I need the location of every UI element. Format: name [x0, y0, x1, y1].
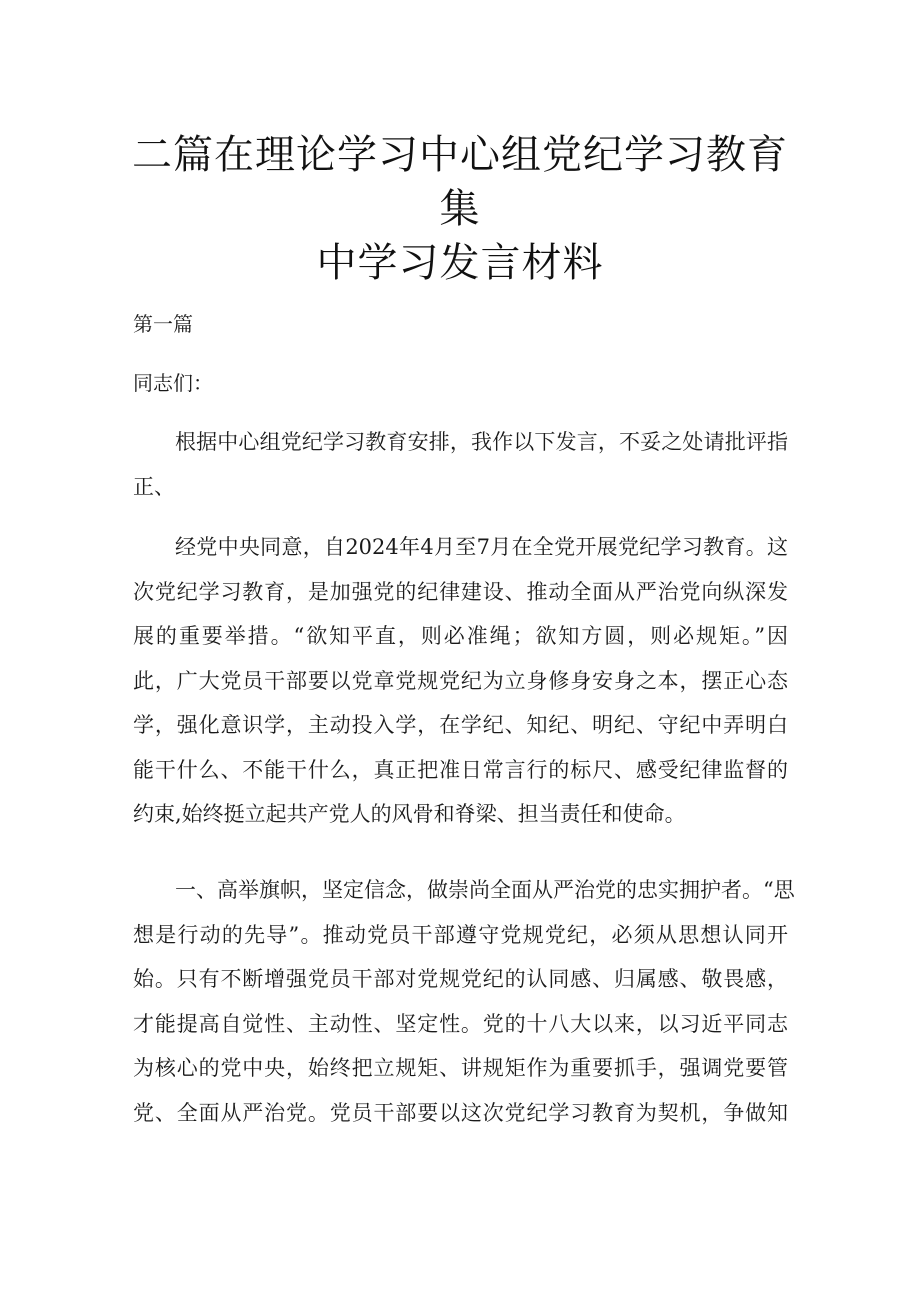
section-label: 第一篇	[133, 312, 193, 336]
paragraph-line: 始。只有不断增强党员干部对党规党纪的认同感、归属感、敬畏感，	[133, 967, 788, 991]
title-line-1: 二篇在理论学习中心组党纪学习教育集	[132, 132, 788, 232]
paragraph-intro	[133, 420, 788, 509]
paragraph-line: 约束,始终挺立起共产党人的风骨和脊梁、担当责任和使命。	[133, 802, 686, 826]
paragraph-background	[133, 525, 788, 837]
paragraph-line: 为核心的党中央，始终把立规矩、讲规矩作为重要抓手，强调党要管	[133, 1056, 788, 1080]
paragraph-line: 经党中央同意，自2024年4月至7月在全党开展党纪学习教育。这	[175, 535, 788, 559]
title-line-2: 中学习发言材料	[316, 240, 604, 286]
paragraph-line: 一、高举旗帜，坚定信念，做崇尚全面从严治党的忠实拥护者。“思	[175, 878, 795, 902]
paragraph-line: 正、	[133, 474, 175, 499]
paragraph-line: 想是行动的先导”。推动党员干部遵守党规党纪，必须从思想认同开	[133, 922, 788, 947]
paragraph-line: 此，广大党员干部要以党章党规党纪为立身修身安身之本，摆正心态	[133, 668, 788, 693]
paragraph-line: 根据中心组党纪学习教育安排，我作以下发言，不妥之处请批评指	[175, 430, 788, 454]
paragraph-line: 能干什么、不能干什么，真正把准日常言行的标尺、感受纪律监督的	[133, 757, 788, 782]
greeting: 同志们：	[133, 371, 213, 395]
paragraph-line: 学，强化意识学，主动投入学，在学纪、知纪、明纪、守纪中弄明白	[133, 713, 788, 737]
paragraph-point-one	[133, 868, 795, 1135]
paragraph-line: 次党纪学习教育，是加强党的纪律建设、推动全面从严治党向纵深发	[133, 579, 788, 604]
paragraph-line: 才能提高自觉性、主动性、坚定性。党的十八大以来，以习近平同志	[133, 1011, 788, 1036]
paragraph-line: 展的重要举措。“欲知平直，则必准绳；欲知方圆，则必规矩。”因	[133, 624, 788, 648]
paragraph-line: 党、全面从严治党。党员干部要以这次党纪学习教育为契机，争做知	[133, 1100, 788, 1125]
document-title	[120, 128, 800, 290]
